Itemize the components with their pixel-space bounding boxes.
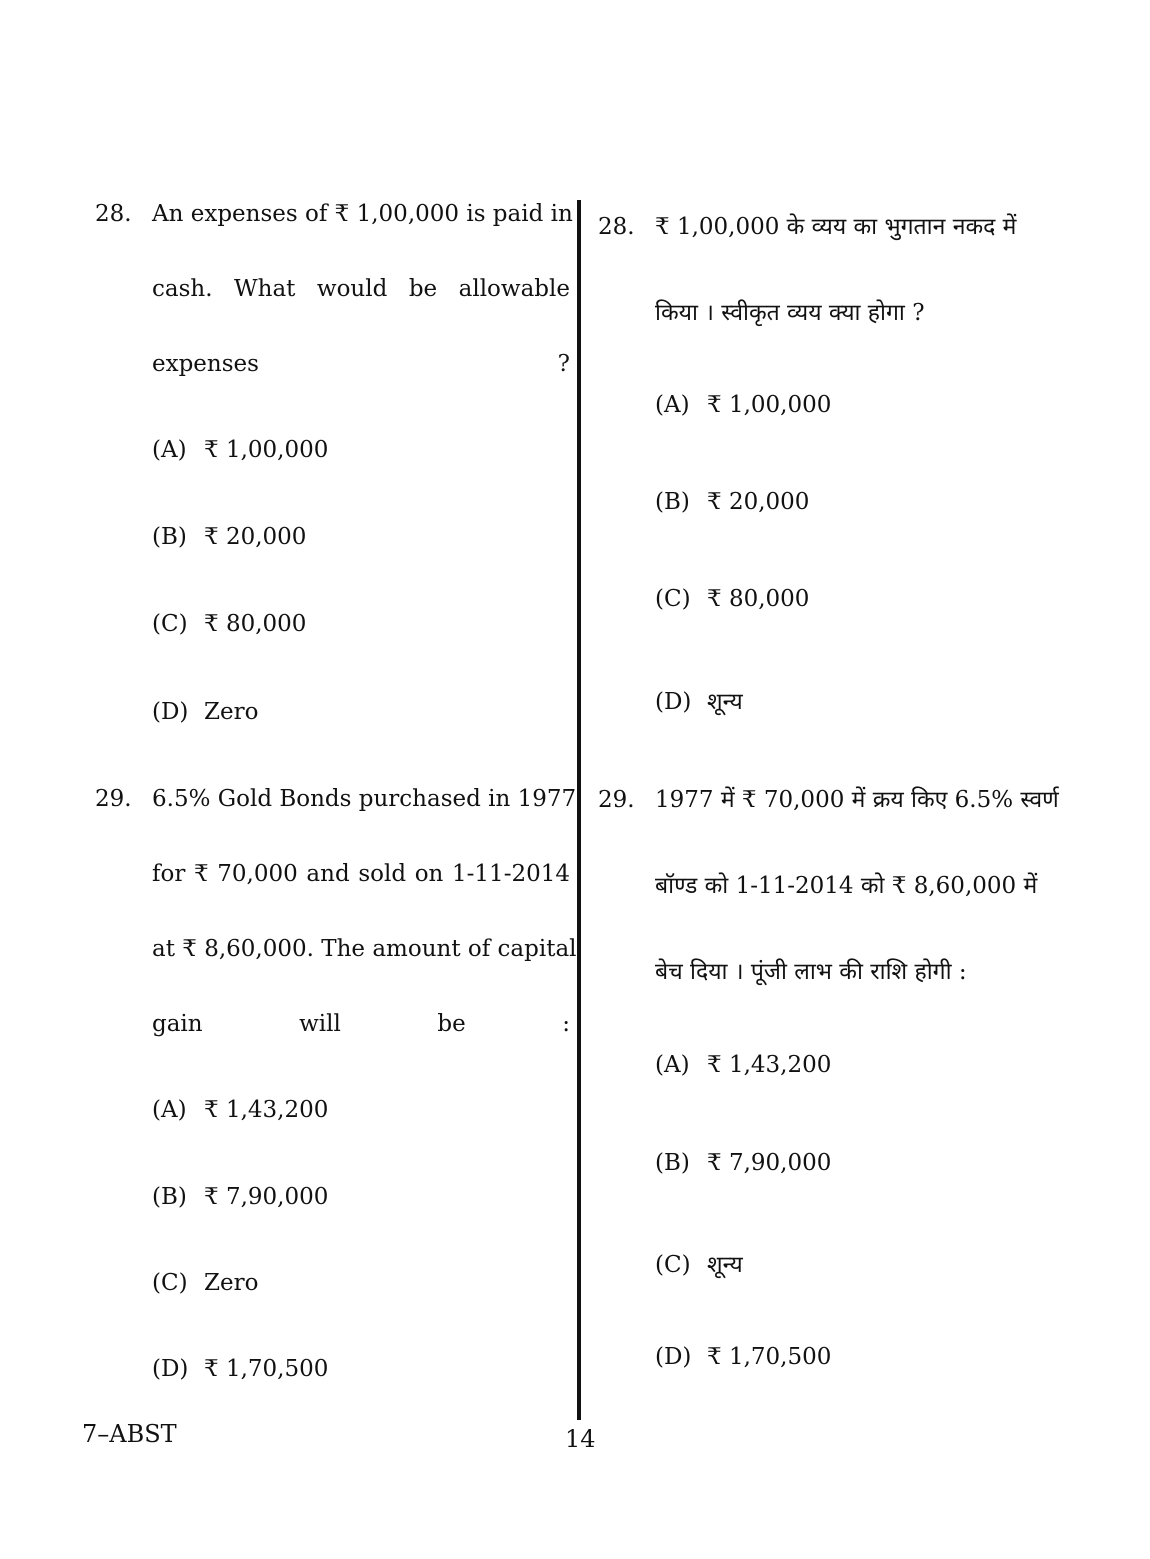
option-text: ₹ 1,70,500 [204, 1356, 329, 1382]
question-number: 28. [598, 214, 635, 240]
question-line: at ₹ 8,60,000. The amount of capital [152, 936, 577, 962]
option-label: (C) [655, 1252, 691, 1278]
option-label: (D) [655, 1344, 692, 1370]
option-label: (C) [152, 1270, 188, 1296]
option-label: (A) [152, 437, 187, 463]
option-label: (A) [655, 1052, 690, 1078]
option-d [655, 1344, 831, 1370]
option-b [152, 524, 306, 550]
option-c [152, 611, 306, 637]
question-line: gain will be : [152, 1011, 570, 1037]
option-d [152, 1356, 328, 1382]
option-c [655, 586, 809, 612]
option-text: ₹ 20,000 [707, 489, 810, 515]
option-b [655, 1150, 831, 1176]
paper-code: 7–ABST [82, 1420, 177, 1448]
option-label: (B) [152, 524, 187, 550]
option-text: ₹ 1,70,500 [707, 1344, 832, 1370]
option-d [655, 684, 743, 716]
question-line: 6.5% Gold Bonds purchased in 1977 [152, 786, 577, 812]
question-line: ₹ 1,00,000 के व्यय का भुगतान नकद में [655, 214, 1017, 240]
option-label: (C) [655, 586, 691, 612]
question-number: 29. [95, 786, 132, 812]
option-label: (A) [655, 392, 690, 418]
option-text: ₹ 1,00,000 [707, 392, 832, 418]
question-line: expenses ? [152, 351, 570, 377]
question-text [655, 757, 1067, 1015]
question-line: An expenses of ₹ 1,00,000 is paid in [152, 201, 573, 227]
column-divider [577, 200, 581, 1420]
question-number: 29. [598, 787, 635, 813]
option-a [152, 437, 328, 463]
question-line: बॉण्ड को 1-11-2014 को ₹ 8,60,000 में [655, 873, 1038, 899]
option-text: ₹ 7,90,000 [204, 1184, 329, 1210]
question-line: किया । स्वीकृत व्यय क्या होगा ? [655, 300, 925, 326]
option-text: Zero [204, 699, 259, 725]
question-text [152, 177, 573, 402]
option-label: (A) [152, 1097, 187, 1123]
option-label: (B) [655, 489, 690, 515]
question-number: 28. [95, 201, 132, 227]
option-label: (B) [152, 1184, 187, 1210]
option-label: (C) [152, 611, 188, 637]
option-text: ₹ 80,000 [707, 586, 810, 612]
question-text [655, 184, 1067, 356]
option-text: शून्य [707, 1252, 743, 1278]
option-text: ₹ 1,43,200 [707, 1052, 832, 1078]
option-text: ₹ 80,000 [204, 611, 307, 637]
option-text: Zero [204, 1270, 259, 1296]
option-a [655, 1052, 831, 1078]
option-label: (D) [152, 1356, 189, 1382]
option-c [152, 1270, 258, 1296]
question-line: 1977 में ₹ 70,000 में क्रय किए 6.5% स्वर्ण [655, 787, 1059, 813]
option-b [655, 489, 809, 515]
option-c [655, 1247, 743, 1279]
option-a [152, 1097, 328, 1123]
option-a [655, 392, 831, 418]
option-d [152, 699, 258, 725]
question-text [152, 762, 577, 1062]
option-label: (B) [655, 1150, 690, 1176]
option-b [152, 1184, 328, 1210]
option-label: (D) [152, 699, 189, 725]
option-text: शून्य [707, 689, 743, 715]
question-line: for ₹ 70,000 and sold on 1-11-2014 [152, 861, 570, 887]
option-text: ₹ 1,00,000 [204, 437, 329, 463]
option-label: (D) [655, 689, 692, 715]
question-line: बेच दिया । पूंजी लाभ की राशि होगी : [655, 959, 967, 985]
option-text: ₹ 1,43,200 [204, 1097, 329, 1123]
page-number: 14 [565, 1425, 596, 1453]
option-text: ₹ 20,000 [204, 524, 307, 550]
question-line: cash. What would be allowable [152, 276, 570, 302]
option-text: ₹ 7,90,000 [707, 1150, 832, 1176]
